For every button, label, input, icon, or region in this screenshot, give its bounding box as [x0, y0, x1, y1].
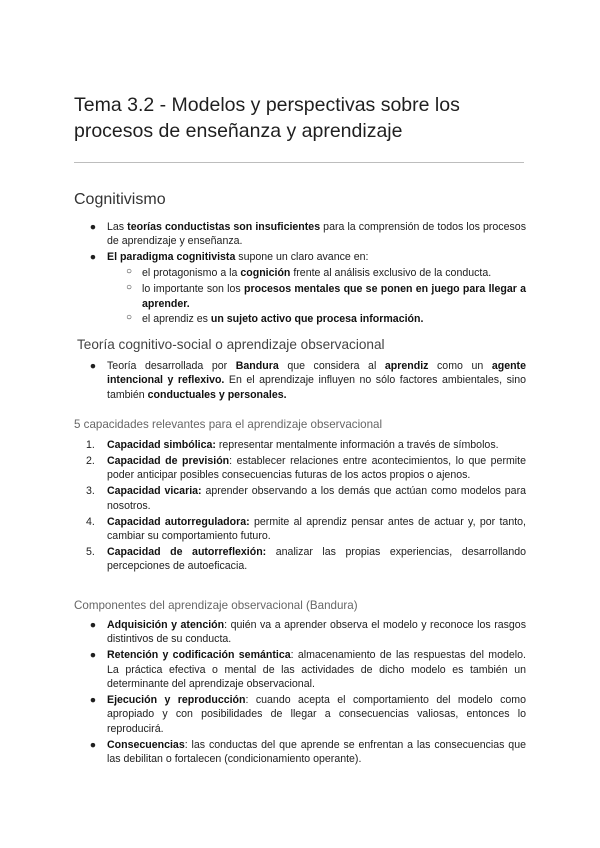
list-item: 4. Capacidad autorreguladora: permite al aprendiz pensar antes de actuar y, por tanto, cambiar su comportamiento futuro.	[86, 515, 526, 542]
list-number: 1.	[86, 439, 95, 451]
list-item: 2. Capacidad de previsión: establecer relaciones entre acontecimientos, lo que permite poder anticipar posibles consecuencias futuras de los actos propios o ajenos.	[86, 454, 526, 482]
sub-list-item: ○ el aprendiz es un sujeto activo que procesa información.	[126, 312, 424, 326]
heading-cognitivismo: Cognitivismo	[74, 191, 166, 208]
list-number: 3.	[86, 485, 95, 498]
heading-social: Teoría cognitivo-social o aprendizaje observacional	[77, 337, 385, 352]
bullet-icon: ●	[89, 619, 97, 631]
bullet-icon: ●	[89, 649, 97, 662]
list-item: ● Retención y codificación semántica: almacenamiento de las respuestas del modelo. La práctica efectiva o mental de las actividades de dicho modelo es también un determinante del aprendizaje observacional.	[74, 648, 526, 691]
list-item: 1. Capacidad simbólica: representar mentalmente información a través de símbolos.	[86, 439, 499, 451]
heading-capacidades: 5 capacidades relevantes para el aprendizaje observacional	[74, 418, 383, 431]
list-number: 2.	[86, 454, 95, 467]
heading-componentes: Componentes del aprendizaje observacional (Bandura)	[74, 599, 358, 612]
circle-bullet-icon: ○	[126, 266, 133, 278]
list-item: 3. Capacidad vicaria: aprender observando a los demás que actúan como modelos para nosotros.	[86, 485, 526, 512]
sub-list-item: ○ el protagonismo a la cognición frente al análisis exclusivo de la conducta.	[126, 266, 492, 280]
social-list	[74, 359, 526, 404]
bullet-icon: ●	[89, 221, 97, 233]
bullet-icon: ●	[89, 251, 97, 264]
page-title: Tema 3.2 - Modelos y perspectivas sobre los procesos de enseñanza y aprendizaje	[74, 94, 460, 142]
bullet-icon: ●	[89, 694, 97, 707]
bullet-icon: ●	[89, 360, 97, 372]
circle-bullet-icon: ○	[126, 282, 133, 294]
sub-list-item: ○ lo importante son los procesos mentales que se ponen en juego para llegar a aprender.	[126, 282, 526, 310]
list-item: 5. Capacidad de autorreflexión: analizar las propias experiencias, desarrollando percepciones de autoeficacia.	[86, 545, 526, 573]
list-item: ● Las teorías conductistas son insuficientes para la comprensión de todos los procesos de aprendizaje y enseñanza.	[74, 220, 526, 249]
circle-bullet-icon: ○	[126, 312, 133, 324]
list-item: ● Adquisición y atención: quién va a aprender observa el modelo y reconoce los rasgos distintivos de su conducta.	[74, 618, 526, 647]
bullet-icon: ●	[89, 738, 97, 751]
cognitivismo-list	[74, 220, 526, 328]
list-number: 4.	[86, 515, 95, 528]
title-divider	[74, 162, 524, 163]
list-item: ● Ejecución y reproducción: cuando acepta el comportamiento del modelo como apropiado y con posibilidades de llegar a consecuencias valiosas, entonces lo reproducirá.	[74, 693, 526, 736]
list-number: 5.	[86, 545, 95, 558]
list-item: ● Consecuencias: las conductas del que aprende se enfrentan a las consecuencias que las debilitan o fortalecen (condicionamiento operante).	[74, 738, 526, 767]
componentes-list	[74, 618, 526, 768]
capacidades-list	[74, 438, 526, 575]
list-item: ● El paradigma cognitivista supone un claro avance en:	[74, 250, 526, 264]
list-item: ● Teoría desarrollada por Bandura que considera al aprendiz como un agente intencional y reflexivo. En el aprendizaje influyen no sólo factores ambientales, sino también conductuales y personales.	[74, 359, 526, 402]
